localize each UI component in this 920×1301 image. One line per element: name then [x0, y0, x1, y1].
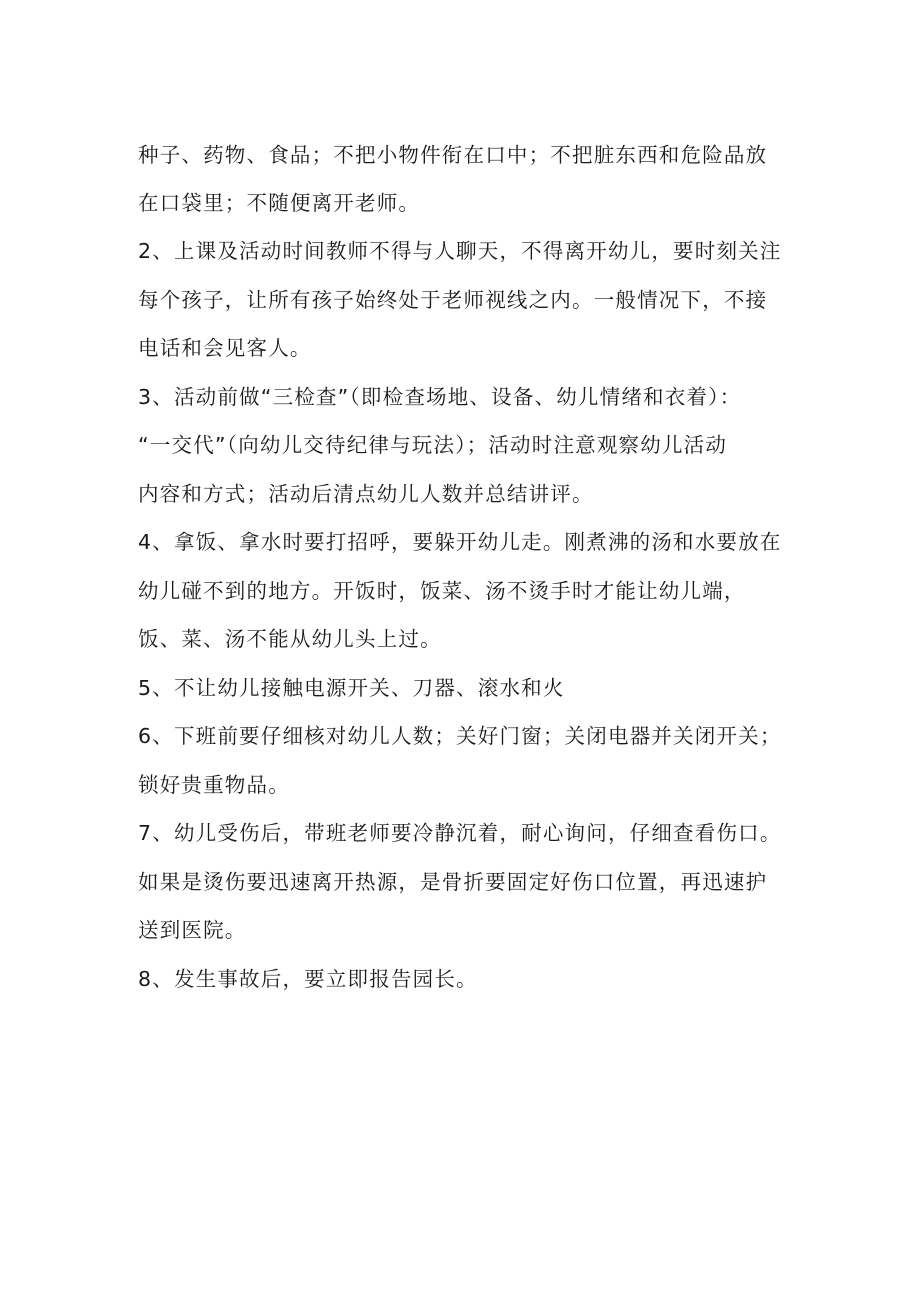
text-line: 3、活动前做“三检查”（即检查场地、设备、幼儿情绪和衣着）： — [138, 385, 742, 409]
text-line: 每个孩子，让所有孩子始终处于老师视线之内。一般情况下，不接 — [138, 288, 768, 312]
text-line: 锁好贵重物品。 — [138, 773, 290, 797]
text-line: 在口袋里；不随便离开老师。 — [138, 191, 421, 215]
text-line: 种子、药物、食品；不把小物件衔在口中；不把脏东西和危险品放 — [138, 143, 768, 167]
text-line: 6、下班前要仔细核对幼儿人数；关好门窗；关闭电器并关闭开关； — [138, 724, 782, 748]
text-line: 4、拿饭、拿水时要打招呼，要躲开幼儿走。刚煮沸的汤和水要放在 — [138, 530, 782, 554]
text-line: 8、发生事故后，要立即报告园长。 — [138, 967, 478, 991]
text-line: 如果是烫伤要迅速离开热源，是骨折要固定好伤口位置，再迅速护 — [138, 870, 768, 894]
text-line: 电话和会见客人。 — [138, 336, 312, 360]
text-line: 幼儿碰不到的地方。开饭时，饭菜、汤不烫手时才能让幼儿端， — [138, 579, 746, 603]
text-line: 5、不让幼儿接触电源开关、刀器、滚水和火 — [138, 676, 565, 700]
text-line: 7、幼儿受伤后，带班老师要冷静沉着，耐心询问，仔细查看伤口。 — [138, 821, 782, 845]
text-line: “一交代”（向幼儿交待纪律与玩法）；活动时注意观察幼儿活动 — [138, 433, 728, 457]
text-line: 送到医院。 — [138, 918, 247, 942]
text-line: 内容和方式；活动后清点幼儿人数并总结讲评。 — [138, 482, 594, 506]
text-line: 饭、菜、汤不能从幼儿头上过。 — [138, 627, 442, 651]
text-line: 2、上课及活动时间教师不得与人聊天，不得离开幼儿，要时刻关注 — [138, 239, 782, 263]
